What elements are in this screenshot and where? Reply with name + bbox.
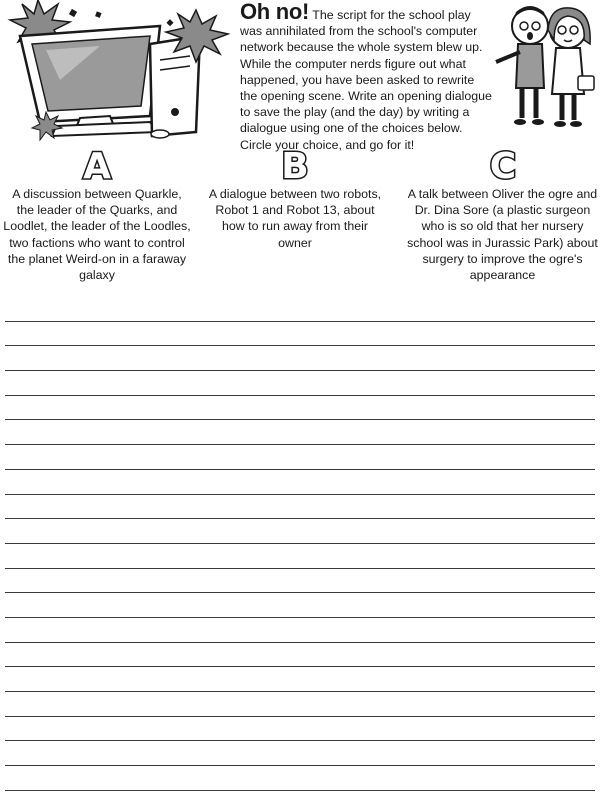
- writing-line[interactable]: [5, 297, 595, 322]
- writing-line[interactable]: [5, 569, 595, 594]
- writing-line[interactable]: [5, 544, 595, 569]
- choice-b[interactable]: [205, 144, 385, 251]
- writing-line[interactable]: [5, 667, 595, 692]
- writing-line[interactable]: [5, 692, 595, 717]
- choice-letter-b-text: B: [281, 146, 309, 184]
- writing-line[interactable]: [5, 766, 595, 791]
- girl-handbag: [578, 76, 594, 90]
- two-kids-illustration: [492, 0, 600, 135]
- writing-line[interactable]: [5, 346, 595, 371]
- writing-line[interactable]: [5, 741, 595, 766]
- boy-body: [516, 44, 544, 88]
- choice-a[interactable]: [2, 144, 192, 283]
- choice-letter-b: [275, 144, 315, 184]
- writing-line[interactable]: [5, 643, 595, 668]
- writing-line[interactable]: [5, 495, 595, 520]
- writing-line[interactable]: [5, 717, 595, 742]
- writing-line[interactable]: [5, 322, 595, 347]
- writing-line[interactable]: [5, 420, 595, 445]
- keyboard: [52, 122, 158, 136]
- writing-line[interactable]: [5, 519, 595, 544]
- computer-mouse: [151, 130, 169, 138]
- writing-line[interactable]: [5, 593, 595, 618]
- choice-a-text: A discussion between Quarkle, the leader of the Quarks, and Loodlet, the leader of the Loodles, two factions who want to control the planet Weird-on in a faraway galaxy: [3, 187, 191, 283]
- choice-c-text: A talk between Oliver the ogre and Dr. Dina Sore (a plastic surgeon who is so old that her nursery school was in Jurassic Park) about surgery to improve the ogre's appearance: [407, 187, 598, 283]
- writing-line[interactable]: [5, 445, 595, 470]
- writing-lines: [5, 297, 595, 791]
- choice-letter-a-text: A: [83, 146, 111, 184]
- choice-letter-a: [77, 144, 117, 184]
- writing-line[interactable]: [5, 396, 595, 421]
- writing-line[interactable]: [5, 470, 595, 495]
- writing-line[interactable]: [5, 618, 595, 643]
- choice-b-text: A dialogue between two robots, Robot 1 and Robot 13, about how to run away from their owner: [208, 187, 382, 250]
- choice-letter-c-text: C: [489, 146, 516, 184]
- choice-c[interactable]: [405, 144, 600, 283]
- choice-letter-c: [483, 144, 523, 184]
- intro-body: The script for the school play was annihilated from the school's computer network because the whole system blew up. While the computer nerds figure out what happened, you have been asked to rewrite the opening scene. Write an opening dialogue to save the play (and the day) by writing a dialogue using one of the choices below. Circle your choice, and go for it!: [240, 8, 492, 152]
- exploding-computer-illustration: [0, 0, 230, 150]
- intro-title: Oh no!: [240, 0, 310, 24]
- intro-paragraph: [240, 0, 492, 153]
- writing-line[interactable]: [5, 371, 595, 396]
